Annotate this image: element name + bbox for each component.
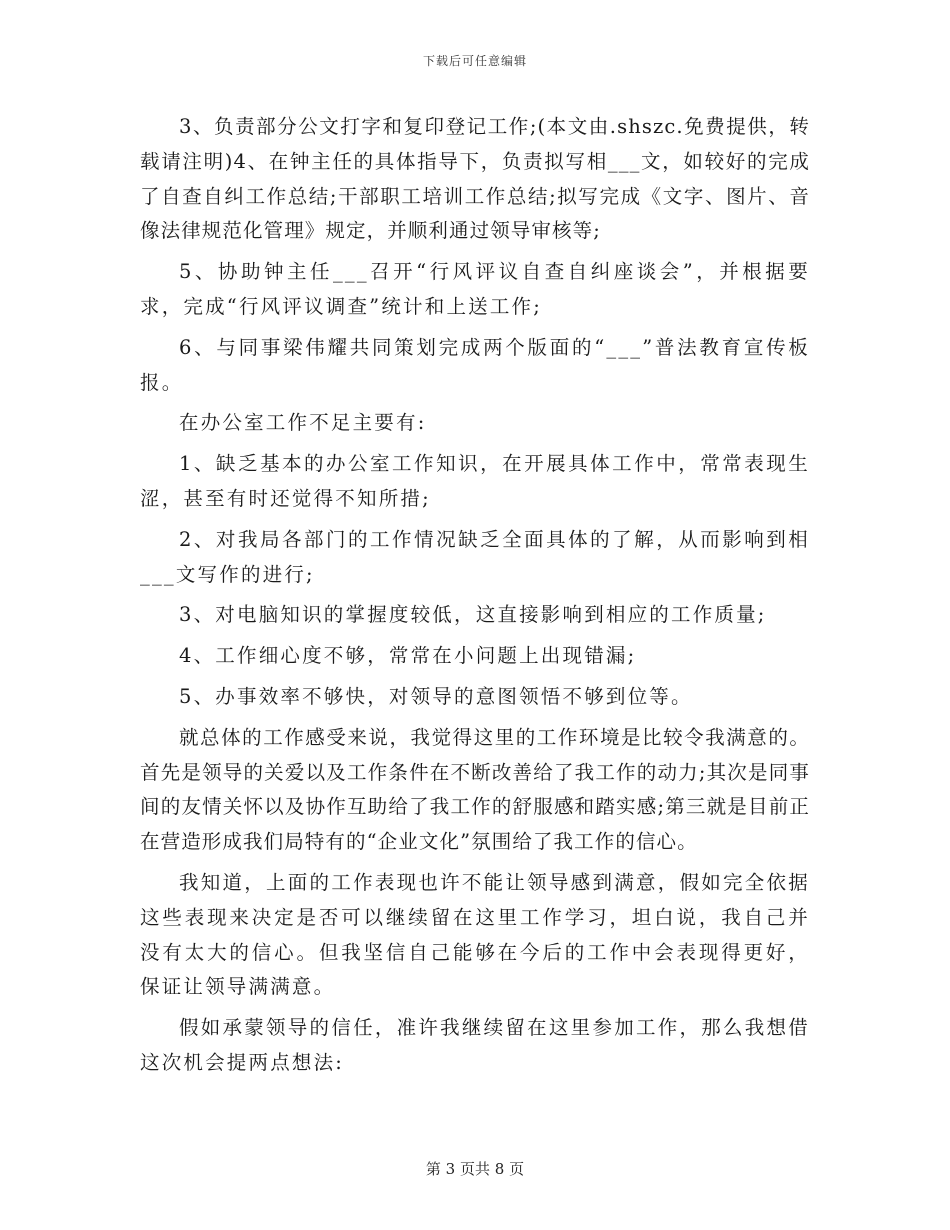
document-body <box>140 110 810 1087</box>
paragraph-item-6: 6、与同事梁伟耀共同策划完成两个版面的“___”普法教育宣传板报。 <box>140 335 810 394</box>
paragraph-shortcomings-intro: 在办公室工作不足主要有: <box>179 411 427 435</box>
page-header: 下载后可任意编辑 <box>422 54 527 68</box>
paragraph-shortcoming-5: 5、办事效率不够快，对领导的意图领悟不够到位等。 <box>179 684 693 708</box>
paragraph-shortcoming-4: 4、工作细心度不够，常常在小问题上出现错漏; <box>179 644 637 668</box>
page-number: 第 3 页共 8 页 <box>425 1160 525 1178</box>
paragraph-item-3: 3、负责部分公文打字和复印登记工作;(本文由.shszc.免费提供，转载请注明)4、在钟主任的具体指导下，负责拟写相___文，如较好的完成了自查自纠工作总结;干部职工培训工作总结;拟写完成《文字、图片、音像法律规范化管理》规定，并顺利通过领导审核等; <box>140 115 810 243</box>
paragraph-proposal-intro: 假如承蒙领导的信任，准许我继续留在这里参加工作，那么我想借这次机会提两点想法: <box>140 1016 810 1074</box>
paragraph-shortcoming-1: 1、缺乏基本的办公室工作知识，在开展具体工作中，常常表现生涩，甚至有时还觉得不知所措; <box>140 452 810 510</box>
paragraph-overall-feeling: 就总体的工作感受来说，我觉得这里的工作环境是比较令我满意的。首先是领导的关爱以及工作条件在不断改善给了我工作的动力;其次是同事间的友情关怀以及协作互助给了我工作的舒服感和踏实感;第三就是目前正在营造形成我们局特有的“企业文化”氛围给了我工作的信心。 <box>140 725 810 854</box>
paragraph-self-assessment: 我知道，上面的工作表现也许不能让领导感到满意，假如完全依据这些表现来决定是否可以继续留在这里工作学习，坦白说，我自己并没有太大的信心。但我坚信自己能够在今后的工作中会表现得更好，保证让领导满满意。 <box>140 870 810 999</box>
paragraph-shortcoming-3: 3、对电脑知识的掌握度较低，这直接影响到相应的工作质量; <box>179 603 767 627</box>
paragraph-shortcoming-2: 2、对我局各部门的工作情况缺乏全面具体的了解，从而影响到相___文写作的进行; <box>140 527 810 586</box>
paragraph-item-5: 5、协助钟主任___召开“行风评议自查自纠座谈会”，并根据要求，完成“行风评议调查”统计和上送工作; <box>140 260 810 318</box>
